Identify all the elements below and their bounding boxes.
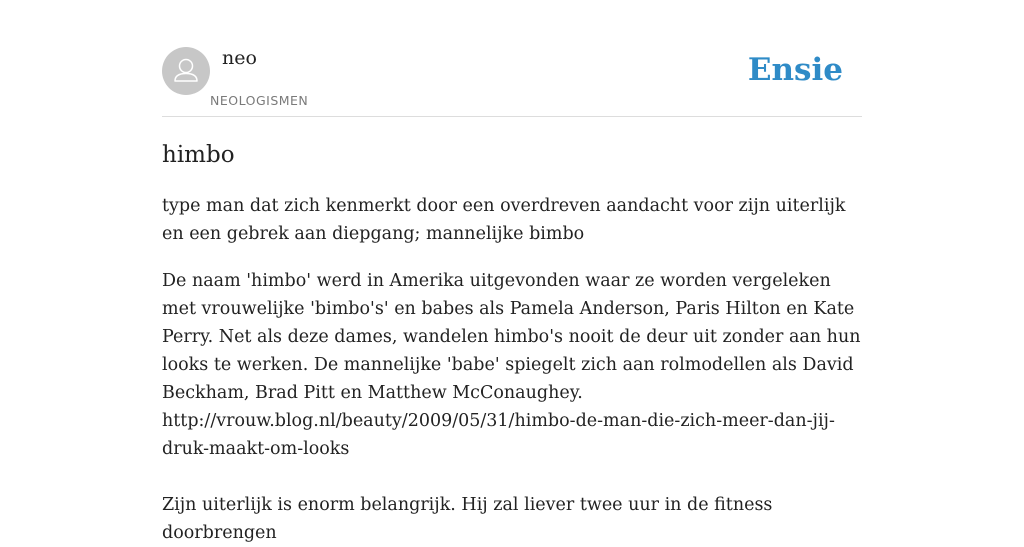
entry-definition: type man dat zich kenmerkt door een overdreven aandacht voor zijn uiterlijk en een gebrek aan diepgang; mannelijke bimbo [162, 196, 846, 244]
brand-logo[interactable]: Ensie [747, 52, 843, 88]
author-name[interactable]: neo [222, 47, 257, 69]
user-avatar-icon[interactable] [162, 47, 210, 95]
entry-example: De naam 'himbo' werd in Amerika uitgevonden waar ze worden vergeleken met vrouwelijke 'bimbo's' en babes als Pamela Anderson, Paris Hilton en Kate Perry. Net als deze dames, wandelen himbo's nooit de deur uit zonder aan hun looks te werken. De mannelijke 'babe' spiegelt zich aan rolmodellen als David Beckham, Brad Pitt en Matthew McConaughey. http://vrouw.blog.nl/beauty/2009/05/31/himbo-de-man-die-zich-meer-dan-jij-druk-maakt-om-looks Zijn uiterlijk is enorm belangrijk. Hij zal liever twee uur in de fitness doorbrengen [162, 271, 861, 543]
entry-title: himbo [162, 142, 235, 168]
entry-card [162, 0, 862, 543]
category-label[interactable]: NEOLOGISMEN [210, 93, 309, 108]
entry-header [162, 0, 862, 117]
